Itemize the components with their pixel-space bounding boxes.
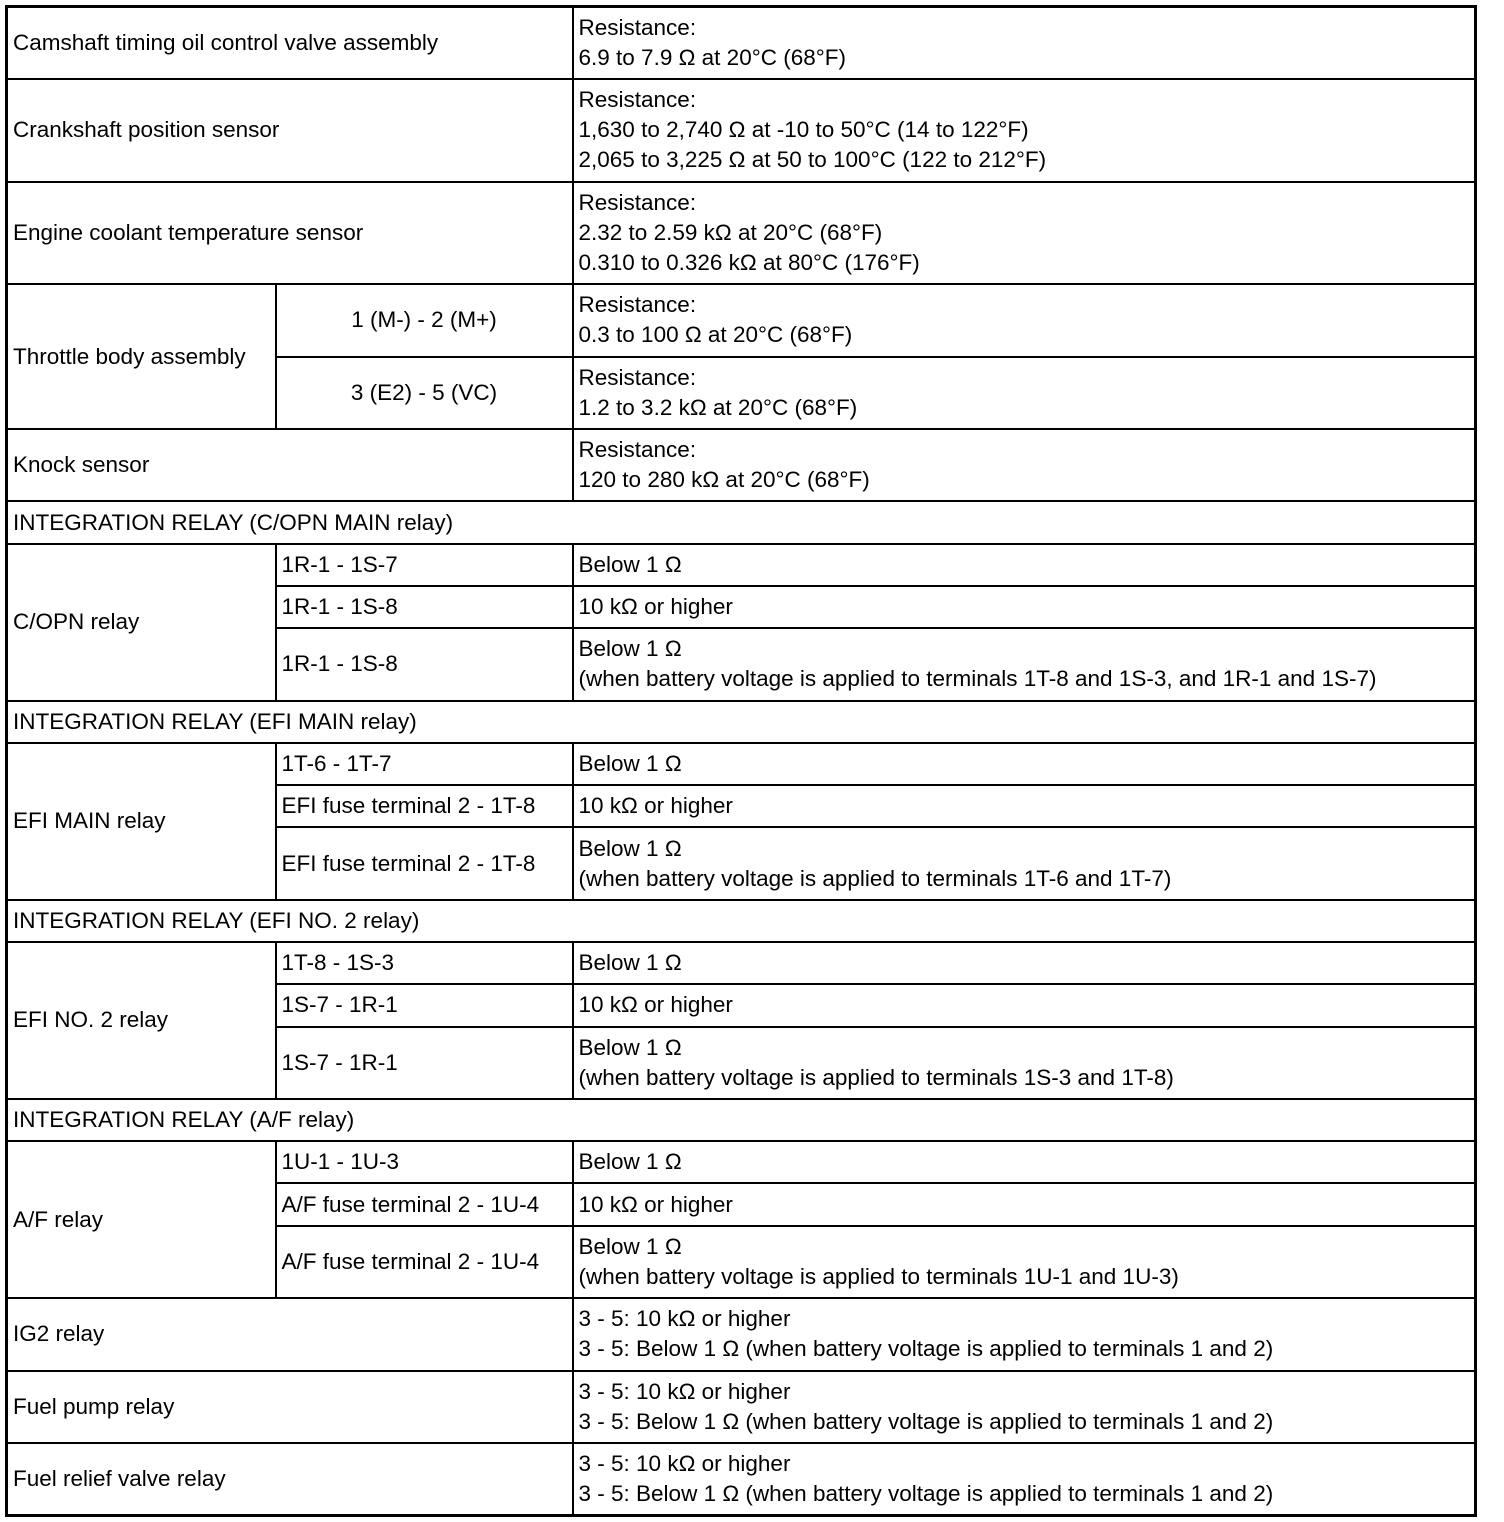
component-name: EFI MAIN relay: [7, 743, 276, 900]
spec-value: [573, 1371, 1476, 1443]
component-name: Fuel pump relay: [7, 1371, 573, 1443]
spec-line: Resistance:: [578, 292, 697, 318]
spec-value: [573, 1298, 1476, 1370]
component-name: Knock sensor: [7, 429, 573, 501]
component-name: Fuel relief valve relay: [7, 1443, 573, 1516]
section-header: INTEGRATION RELAY (EFI MAIN relay): [7, 701, 1476, 743]
terminal-pair: A/F fuse terminal 2 - 1U-4: [276, 1183, 573, 1225]
spec-line: 2.32 to 2.59 kΩ at 20°C (68°F): [578, 219, 883, 245]
spec-value: [573, 586, 1476, 628]
inspection-spec-table: [5, 5, 1477, 1517]
spec-line: 3 - 5: Below 1 Ω (when battery voltage is applied to terminals 1 and 2): [578, 1336, 1274, 1362]
component-name: A/F relay: [7, 1141, 276, 1298]
terminal-pair: 1 (M-) - 2 (M+): [276, 284, 573, 356]
table-row: [7, 544, 1476, 586]
spec-line: 1.2 to 3.2 kΩ at 20°C (68°F): [578, 394, 858, 420]
table-row: [7, 942, 1476, 984]
spec-value: [573, 942, 1476, 984]
spec-line: Below 1 Ω: [578, 950, 682, 976]
spec-line: Resistance:: [578, 87, 697, 113]
section-header-row: [7, 900, 1476, 942]
spec-line: Below 1 Ω: [578, 750, 682, 776]
table-row: [7, 79, 1476, 182]
spec-line: 2,065 to 3,225 Ω at 50 to 100°C (122 to 212°F): [578, 147, 1047, 173]
terminal-pair: A/F fuse terminal 2 - 1U-4: [276, 1226, 573, 1298]
component-name: Crankshaft position sensor: [7, 79, 573, 182]
spec-value: [573, 182, 1476, 285]
component-name: IG2 relay: [7, 1298, 573, 1370]
spec-value: [573, 827, 1476, 899]
spec-value: [573, 1183, 1476, 1225]
spec-value: [573, 7, 1476, 79]
spec-line: Below 1 Ω: [578, 636, 682, 662]
table-row: [7, 743, 1476, 785]
spec-line: 120 to 280 kΩ at 20°C (68°F): [578, 467, 870, 493]
spec-line: 3 - 5: 10 kΩ or higher: [578, 1306, 791, 1332]
spec-value: [573, 984, 1476, 1026]
component-name: Camshaft timing oil control valve assembly: [7, 7, 573, 79]
spec-line: 1,630 to 2,740 Ω at -10 to 50°C (14 to 122°F): [578, 117, 1029, 143]
spec-value: [573, 1226, 1476, 1298]
section-header-row: [7, 701, 1476, 743]
table-row: [7, 1298, 1476, 1370]
spec-line: (when battery voltage is applied to terminals 1T-6 and 1T-7): [578, 865, 1172, 891]
terminal-pair: 1R-1 - 1S-8: [276, 586, 573, 628]
terminal-pair: 1T-6 - 1T-7: [276, 743, 573, 785]
table-row: [7, 1141, 1476, 1183]
spec-line: Below 1 Ω: [578, 551, 682, 577]
section-header: INTEGRATION RELAY (EFI NO. 2 relay): [7, 900, 1476, 942]
spec-line: Below 1 Ω: [578, 1034, 682, 1060]
spec-line: 10 kΩ or higher: [578, 1191, 733, 1217]
component-name: C/OPN relay: [7, 544, 276, 701]
spec-line: 6.9 to 7.9 Ω at 20°C (68°F): [578, 44, 846, 70]
spec-line: Resistance:: [578, 189, 697, 215]
table-row: [7, 7, 1476, 79]
spec-value: [573, 628, 1476, 700]
section-header-row: [7, 501, 1476, 543]
spec-line: Resistance:: [578, 437, 697, 463]
table-row: [7, 1443, 1476, 1516]
terminal-pair: 1U-1 - 1U-3: [276, 1141, 573, 1183]
spec-line: 0.3 to 100 Ω at 20°C (68°F): [578, 322, 853, 348]
section-header: INTEGRATION RELAY (A/F relay): [7, 1099, 1476, 1141]
terminal-pair: 1T-8 - 1S-3: [276, 942, 573, 984]
table-row: [7, 429, 1476, 501]
spec-value: [573, 1443, 1476, 1516]
spec-line: 3 - 5: Below 1 Ω (when battery voltage is applied to terminals 1 and 2): [578, 1408, 1274, 1434]
terminal-pair: 1R-1 - 1S-8: [276, 628, 573, 700]
section-header-row: [7, 1099, 1476, 1141]
component-name: EFI NO. 2 relay: [7, 942, 276, 1099]
spec-line: 3 - 5: 10 kΩ or higher: [578, 1450, 791, 1476]
section-header: INTEGRATION RELAY (C/OPN MAIN relay): [7, 501, 1476, 543]
component-name: Engine coolant temperature sensor: [7, 182, 573, 285]
table-row: [7, 1371, 1476, 1443]
spec-line: (when battery voltage is applied to terminals 1T-8 and 1S-3, and 1R-1 and 1S-7): [578, 666, 1377, 692]
terminal-pair: 1R-1 - 1S-7: [276, 544, 573, 586]
spec-value: [573, 79, 1476, 182]
spec-value: [573, 357, 1476, 429]
table-row: [7, 182, 1476, 285]
spec-line: Resistance:: [578, 364, 697, 390]
spec-value: [573, 544, 1476, 586]
spec-value: [573, 785, 1476, 827]
terminal-pair: 1S-7 - 1R-1: [276, 984, 573, 1026]
spec-line: 0.310 to 0.326 kΩ at 80°C (176°F): [578, 249, 920, 275]
spec-line: Below 1 Ω: [578, 1149, 682, 1175]
component-name: Throttle body assembly: [7, 284, 276, 429]
spec-line: 3 - 5: Below 1 Ω (when battery voltage is applied to terminals 1 and 2): [578, 1480, 1274, 1506]
terminal-pair: EFI fuse terminal 2 - 1T-8: [276, 785, 573, 827]
spec-line: 10 kΩ or higher: [578, 793, 733, 819]
spec-line: Resistance:: [578, 14, 697, 40]
spec-line: 10 kΩ or higher: [578, 594, 733, 620]
spec-line: 10 kΩ or higher: [578, 992, 733, 1018]
spec-line: (when battery voltage is applied to terminals 1U-1 and 1U-3): [578, 1263, 1179, 1289]
spec-line: 3 - 5: 10 kΩ or higher: [578, 1378, 791, 1404]
terminal-pair: EFI fuse terminal 2 - 1T-8: [276, 827, 573, 899]
spec-value: [573, 429, 1476, 501]
spec-value: [573, 743, 1476, 785]
spec-value: [573, 1141, 1476, 1183]
spec-line: Below 1 Ω: [578, 1233, 682, 1259]
terminal-pair: 1S-7 - 1R-1: [276, 1027, 573, 1099]
spec-value: [573, 284, 1476, 356]
table-row: [7, 284, 1476, 356]
spec-value: [573, 1027, 1476, 1099]
spec-line: Below 1 Ω: [578, 835, 682, 861]
terminal-pair: 3 (E2) - 5 (VC): [276, 357, 573, 429]
spec-line: (when battery voltage is applied to terminals 1S-3 and 1T-8): [578, 1064, 1174, 1090]
